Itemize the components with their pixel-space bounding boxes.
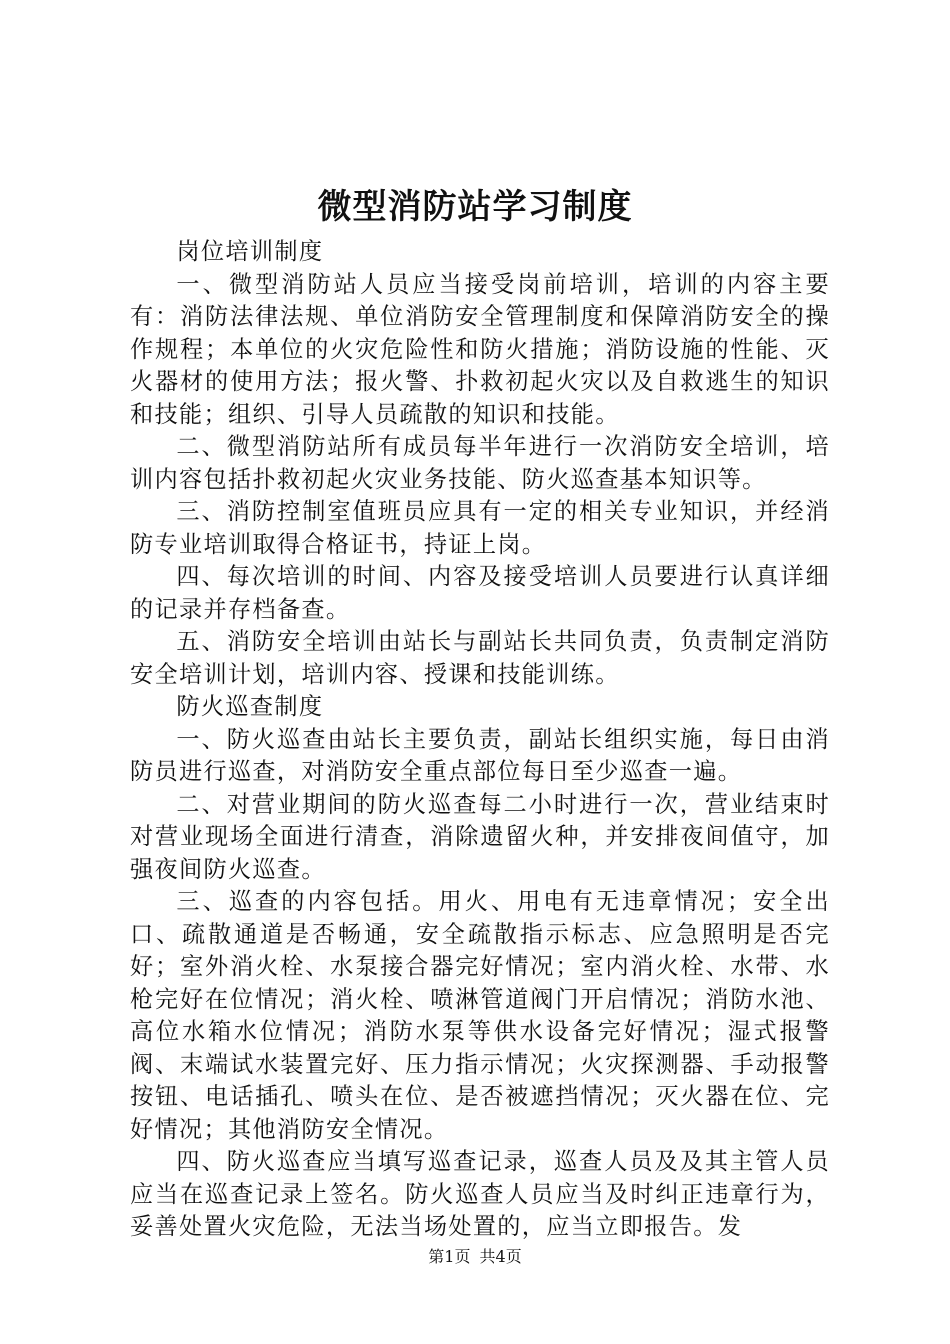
page-number: 第1页 [428, 1247, 471, 1266]
document-body [130, 236, 830, 1244]
paragraph: 二、对营业期间的防火巡查每二小时进行一次，营业结束时对营业现场全面进行清查，消除遗留火种，并安排夜间值守，加强夜间防火巡查。 [130, 790, 830, 883]
document-title: 微型消防站学习制度 [317, 187, 633, 227]
page-total: 共4页 [479, 1247, 522, 1266]
paragraph: 四、每次培训的时间、内容及接受培训人员要进行认真详细的记录并存档备查。 [130, 563, 830, 623]
paragraph: 二、微型消防站所有成员每半年进行一次消防安全培训，培训内容包括扑救初起火灾业务技能、防火巡查基本知识等。 [130, 433, 830, 493]
paragraph: 四、防火巡查应当填写巡查记录，巡查人员及及其主管人员应当在巡查记录上签名。防火巡查人员应当及时纠正违章行为，妥善处置火灾危险，无法当场处置的，应当立即报告。发 [130, 1148, 830, 1240]
section-heading-training: 岗位培训制度 [176, 238, 324, 265]
paragraph: 一、微型消防站人员应当接受岗前培训，培训的内容主要有：消防法律法规、单位消防安全管理制度和保障消防安全的操作规程；本单位的火灾危险性和防火措施；消防设施的性能、灭火器材的使用方法；报火警、扑救初起火灾以及自救逃生的知识和技能；组织、引导人员疏散的知识和技能。 [130, 270, 830, 428]
paragraph: 五、消防安全培训由站长与副站长共同负责，负责制定消防安全培训计划，培训内容、授课和技能训练。 [130, 628, 830, 688]
paragraph: 三、消防控制室值班员应具有一定的相关专业知识，并经消防专业培训取得合格证书，持证上岗。 [130, 498, 830, 558]
paragraph: 一、防火巡查由站长主要负责，副站长组织实施，每日由消防员进行巡查，对消防安全重点部位每日至少巡查一遍。 [130, 725, 830, 785]
section-heading-patrol: 防火巡查制度 [176, 693, 324, 720]
page-footer [0, 1246, 950, 1268]
paragraph: 三、巡查的内容包括。用火、用电有无违章情况；安全出口、疏散通道是否畅通，安全疏散指示标志、应急照明是否完好；室外消火栓、水泵接合器完好情况；室内消火栓、水带、水枪完好在位情况；消火栓、喷淋管道阀门开启情况；消防水池、高位水箱水位情况；消防水泵等供水设备完好情况；湿式报警阀、末端试水装置完好、压力指示情况；火灾探测器、手动报警按钮、电话插孔、喷头在位、是否被遮挡情况；灭火器在位、完好情况；其他消防安全情况。 [130, 888, 830, 1143]
